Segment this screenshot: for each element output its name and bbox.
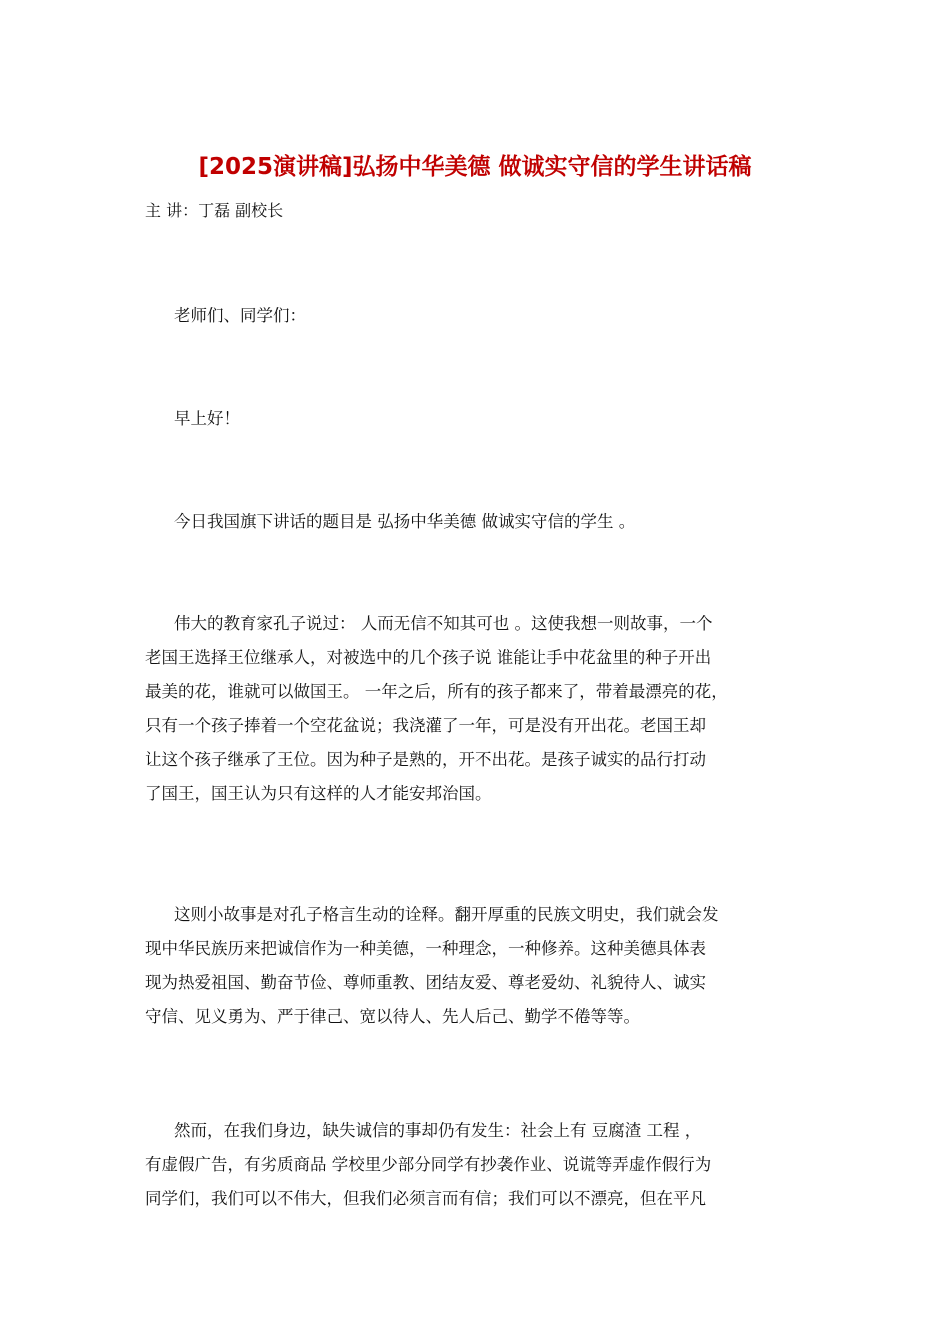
paragraph-line: 同学们，我们可以不伟大，但我们必须言而有信；我们可以不漂亮，但在平凡 bbox=[145, 1189, 706, 1208]
paragraph-line: 只有一个孩子捧着一个空花盆说；我浇灌了一年，可是没有开出花。老国王却 bbox=[145, 716, 706, 735]
paragraph-line: 让这个孩子继承了王位。因为种子是熟的，开不出花。是孩子诚实的品行打动 bbox=[145, 750, 706, 769]
document-title: [2025演讲稿]弘扬中华美德 做诚实守信的学生讲话稿 bbox=[198, 154, 752, 180]
paragraph-topic bbox=[145, 505, 825, 539]
paragraph-line: 守信、见义勇为、严于律己、宽以待人、先人后己、勤学不倦等等。 bbox=[145, 1007, 640, 1026]
paragraph-virtues bbox=[145, 898, 825, 1034]
paragraph-line: 早上好！ bbox=[174, 409, 240, 428]
paragraph-line: 今日我国旗下讲话的题目是 弘扬中华美德 做诚实守信的学生 。 bbox=[174, 512, 636, 531]
paragraph-line: 老国王选择王位继承人，对被选中的几个孩子说 谁能让手中花盆里的种子开出 bbox=[145, 648, 712, 667]
paragraph-story bbox=[145, 607, 825, 811]
paragraph-line: 这则小故事是对孔子格言生动的诠释。翻开厚重的民族文明史，我们就会发 bbox=[174, 905, 719, 924]
speaker-byline: 主 讲：丁磊 副校长 bbox=[145, 201, 284, 220]
paragraph-line: 然而，在我们身边，缺失诚信的事却仍有发生：社会上有 豆腐渣 工程 ， bbox=[174, 1121, 702, 1140]
paragraph-line: 伟大的教育家孔子说过： 人而无信不知其可也 。这使我想一则故事，一个 bbox=[174, 614, 713, 633]
paragraph-line: 现中华民族历来把诚信作为一种美德，一种理念，一种修养。这种美德具体表 bbox=[145, 939, 706, 958]
paragraph-line: 了国王，国王认为只有这样的人才能安邦治国。 bbox=[145, 784, 492, 803]
paragraph-good-morning bbox=[145, 402, 825, 436]
paragraph-line: 现为热爱祖国、勤奋节俭、尊师重教、团结友爱、尊老爱幼、礼貌待人、诚实 bbox=[145, 973, 706, 992]
paragraph-line: 有虚假广告，有劣质商品 学校里少部分同学有抄袭作业、说谎等弄虚作假行为 bbox=[145, 1155, 712, 1174]
paragraph-line: 最美的花，谁就可以做国王。 一年之后，所有的孩子都来了，带着最漂亮的花， bbox=[145, 682, 728, 701]
paragraph-greeting bbox=[145, 299, 825, 333]
paragraph-dishonesty bbox=[145, 1114, 825, 1216]
paragraph-line: 老师们、同学们： bbox=[174, 306, 306, 325]
